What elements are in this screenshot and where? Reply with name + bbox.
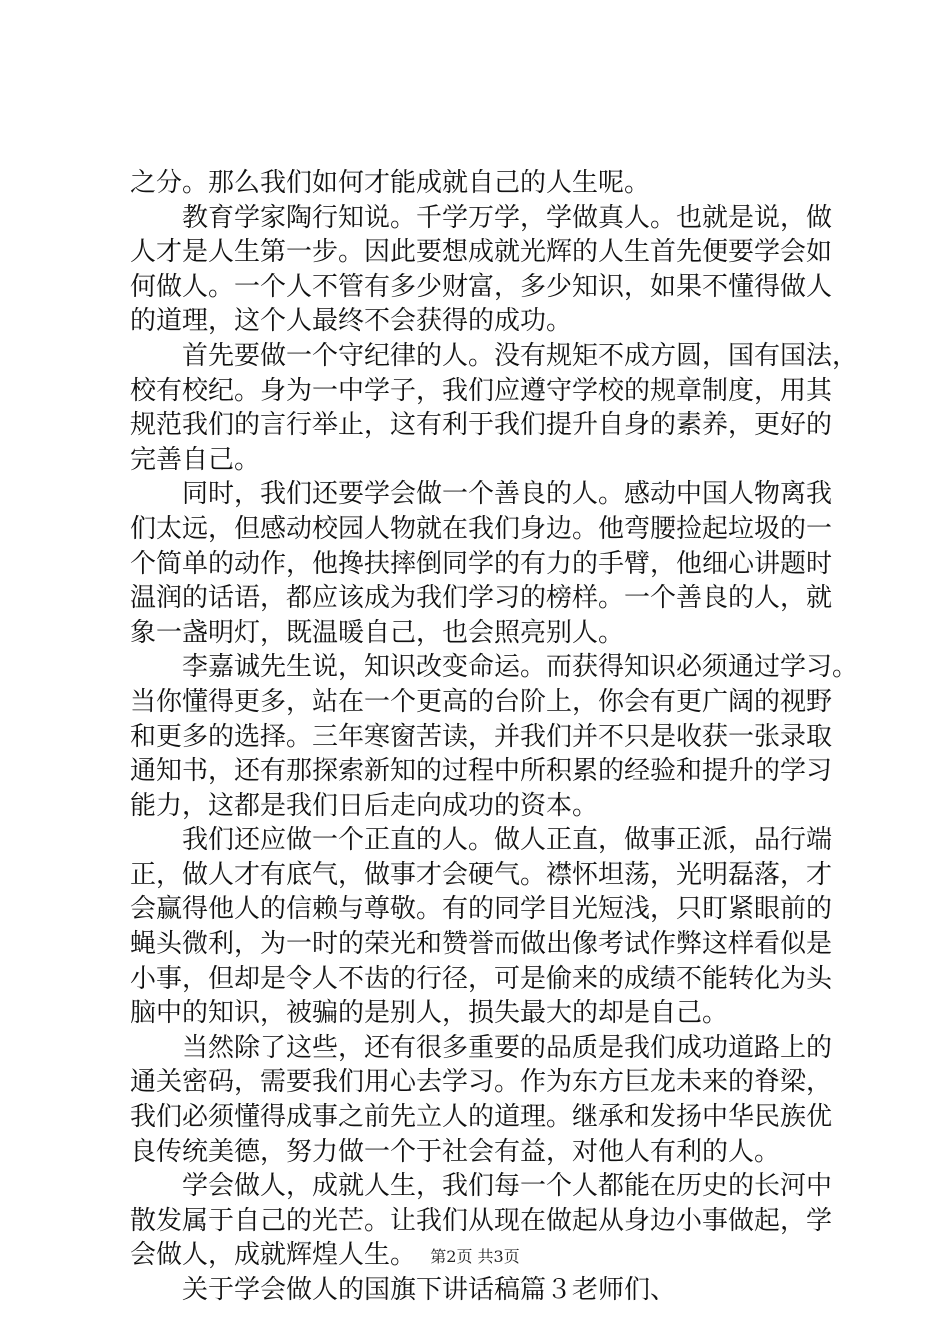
text-line: 通知书，还有那探索新知的过程中所积累的经验和提升的学习 — [130, 756, 833, 787]
text-line: 完善自己。 — [130, 444, 261, 475]
text-line: 通关密码，需要我们用心去学习。作为东方巨龙未来的脊梁， — [130, 1067, 833, 1098]
text-line: 校有校纪。身为一中学子，我们应遵守学校的规章制度，用其 — [130, 375, 833, 406]
paragraph-first-line: 当然除了这些，还有很多重要的品质是我们成功道路上的 — [182, 1032, 833, 1063]
paragraph-first-line: 我们还应做一个正直的人。做人正直，做事正派，品行端 — [182, 825, 833, 856]
text-line: 人才是人生第一步。因此要想成就光辉的人生首先便要学会如 — [130, 237, 833, 268]
text-line: 和更多的选择。三年寒窗苦读，并我们并不只是收获一张录取 — [130, 721, 833, 752]
paragraph-first-line: 首先要做一个守纪律的人。没有规矩不成方圆，国有国法， — [182, 340, 859, 371]
page-number-footer: 第2页 共3页 — [430, 1247, 520, 1266]
text-line: 个简单的动作，他搀扶摔倒同学的有力的手臂，他细心讲题时 — [130, 548, 833, 579]
text-line: 的道理，这个人最终不会获得的成功。 — [130, 306, 573, 337]
text-line: 们太远，但感动校园人物就在我们身边。他弯腰捡起垃圾的一 — [130, 513, 833, 544]
text-line: 脑中的知识，被骗的是别人，损失最大的却是自己。 — [130, 998, 729, 1029]
paragraph-first-line: 同时，我们还要学会做一个善良的人。感动中国人物离我 — [182, 479, 833, 510]
text-line: 蝇头微利，为一时的荣光和赞誉而做出像考试作弊这样看似是 — [130, 929, 833, 960]
section-heading-line: 关于学会做人的国旗下讲话稿篇３老师们、 — [182, 1275, 677, 1305]
text-line: 当你懂得更多，站在一个更高的台阶上，你会有更广阔的视野 — [130, 686, 833, 717]
text-line: 象一盏明灯，既温暖自己，也会照亮别人。 — [130, 617, 625, 648]
text-line: 小事，但却是令人不齿的行径，可是偷来的成绩不能转化为头 — [130, 963, 833, 994]
text-line: 会赢得他人的信赖与尊敬。有的同学目光短浅，只盯紧眼前的 — [130, 894, 833, 925]
text-line: 规范我们的言行举止，这有利于我们提升自身的素养，更好的 — [130, 410, 833, 441]
text-line: 散发属于自己的光芒。让我们从现在做起从身边小事做起，学 — [130, 1205, 833, 1236]
text-line: 会做人，成就辉煌人生。 — [130, 1240, 417, 1271]
text-line: 温润的话语，都应该成为我们学习的榜样。一个善良的人，就 — [130, 583, 833, 614]
text-line: 能力，这都是我们日后走向成功的资本。 — [130, 790, 599, 821]
text-line: 良传统美德，努力做一个于社会有益，对他人有利的人。 — [130, 1136, 781, 1167]
paragraph-first-line: 李嘉诚先生说，知识改变命运。而获得知识必须通过学习。 — [182, 652, 859, 683]
paragraph-first-line: 学会做人，成就人生，我们每一个人都能在历史的长河中 — [182, 1171, 833, 1202]
text-line: 何做人。一个人不管有多少财富，多少知识，如果不懂得做人 — [130, 271, 833, 302]
text-line: 之分。那么我们如何才能成就自己的人生呢。 — [130, 168, 651, 198]
text-line: 正，做人才有底气，做事才会硬气。襟怀坦荡，光明磊落，才 — [130, 859, 833, 890]
document-body — [130, 166, 859, 1308]
text-line: 我们必须懂得成事之前先立人的道理。继承和发扬中华民族优 — [130, 1102, 833, 1133]
paragraph-first-line: 教育学家陶行知说。千学万学，学做真人。也就是说，做 — [182, 202, 833, 233]
